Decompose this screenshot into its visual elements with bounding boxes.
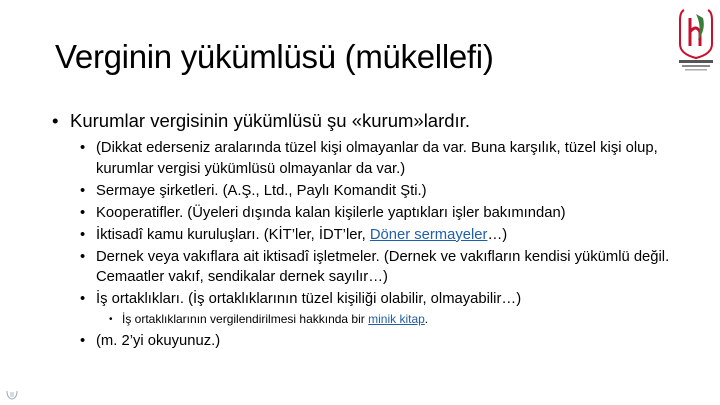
doner-sermayeler-link[interactable]: Döner sermayeler [369, 226, 488, 243]
bullet: • [80, 204, 86, 221]
list-item [52, 138, 702, 179]
bullet: • [52, 110, 59, 131]
list-item [52, 203, 702, 224]
list-item [52, 289, 702, 310]
minik-kitap-link[interactable]: minik kitap [368, 312, 425, 326]
university-logo-icon [676, 6, 716, 72]
sub-list-item [52, 311, 702, 328]
sub-list-item-text: İş ortaklıklarının vergilendirilmesi hakkında bir [122, 312, 369, 326]
list-item [52, 225, 702, 246]
list-item-text: …) [487, 226, 508, 243]
list-item-text: (Dikkat ederseniz aralarında tüzel kişi olmayanlar da var. Buna karşılık, tüzel kişi olup, kurumlar vergisi yükümlüsü olmayanlar da var.) [96, 140, 658, 177]
bullet: • [80, 226, 86, 243]
footer-logo-icon [5, 389, 19, 401]
list-item-text: Dernek veya vakıflara ait iktisadî işletmeler. (Dernek ve vakıfların kendisi yükümlü değil. Cemaatler vakıf, sendikalar dernek sayılır…) [96, 248, 670, 285]
list-item-text: (m. 2’yi okuyunuz.) [96, 333, 221, 349]
sub-list-item-text: . [424, 312, 429, 326]
list-item-text: Sermaye şirketleri. (A.Ş., Ltd., Paylı Komandit Şti.) [96, 182, 427, 199]
bullet: • [109, 314, 113, 325]
list-item [52, 247, 702, 288]
main-bullet [52, 110, 702, 132]
main-bullet-text: Kurumlar vergisinin yükümlüsü şu «kurum»lardır. [70, 110, 470, 131]
list-item-text: İktisadî kamu kuruluşları. (KİT’ler, İDT’ler, [96, 226, 370, 243]
bullet: • [80, 333, 86, 349]
list-item [52, 181, 702, 202]
bullet: • [80, 291, 86, 307]
list-item-text: Kooperatifler. (Üyeleri dışında kalan kişilerle yaptıkları işler bakımından) [96, 204, 566, 221]
list-item-text: İş ortaklıkları. (İş ortaklıklarının tüzel kişiliği olabilir, olmayabilir…) [96, 291, 522, 307]
list-item [52, 331, 702, 352]
bullet: • [80, 182, 86, 199]
slide-title: Verginin yükümlüsü (mükellefi) [55, 38, 494, 75]
bullet: • [80, 140, 86, 156]
bullet: • [80, 248, 86, 265]
slide-content [52, 110, 702, 353]
